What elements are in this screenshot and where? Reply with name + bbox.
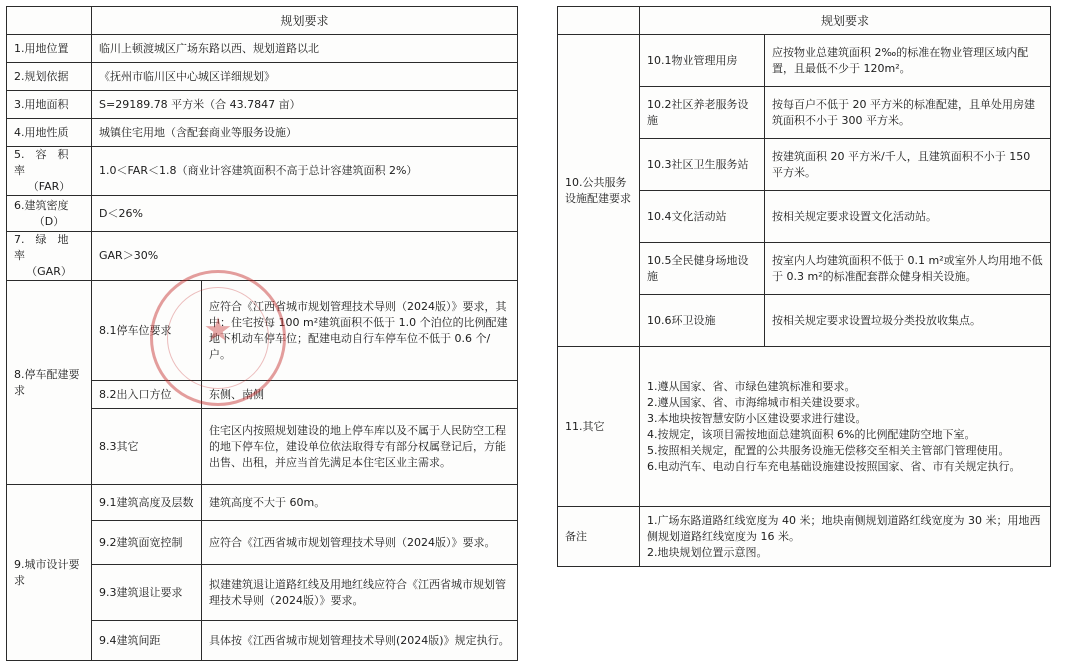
label-line: 7. 绿 地 率 [14,233,80,262]
row-label [7,232,92,281]
sub-label: 8.1停车位要求 [92,281,202,381]
sub-value: 拟建建筑退让道路红线及用地红线应符合《江西省城市规划管理技术导则（2024版）》要求。 [202,565,518,621]
sub-label: 9.4建筑间距 [92,621,202,661]
row-label [7,196,92,232]
remarks-content [640,507,1051,567]
row-value: 城镇住宅用地（含配套商业等服务设施） [92,119,518,147]
sub-value: 住宅区内按照规划建设的地上停车库以及不属于人民防空工程的地下停车位，建设单位依法取得专有部分权属登记后，方能出售、出租，并应当首先满足本住宅区业主需求。 [202,409,518,485]
list-item: 6.电动汽车、电动自行车充电基础设施建设按照国家、省、市有关规定执行。 [647,459,1021,473]
sub-value: 按室内人均建筑面积不低于 0.1 m²或室外人均用地不低于 0.3 m²的标准配套群众健身相关设施。 [765,243,1051,295]
section-label-remarks: 备注 [558,507,640,567]
label-line: 6.建筑密度 [14,198,69,212]
list-item: 3.本地块按智慧安防小区建设要求进行建设。 [647,411,867,425]
sub-label: 8.2出入口方位 [92,381,202,409]
sub-label: 10.3社区卫生服务站 [640,139,765,191]
sub-value: 建筑高度不大于 60m。 [202,485,518,521]
row-label [7,147,92,196]
sub-label: 9.1建筑高度及层数 [92,485,202,521]
sub-label: 10.4文化活动站 [640,191,765,243]
sub-value: 按建筑面积 20 平方米/千人，且建筑面积不小于 150 平方米。 [765,139,1051,191]
row-value: D＜26% [92,196,518,232]
section-label-public-services: 10.公共服务设施配建要求 [558,35,640,347]
list-item: 5.按照相关规定，配置的公共服务设施无偿移交至相关主管部门管理使用。 [647,443,1010,457]
row-label: 2.规划依据 [7,63,92,91]
section-label-other: 11.其它 [558,347,640,507]
list-item: 1.广场东路道路红线宽度为 40 米；地块南侧规划道路红线宽度为 30 米；用地西侧规划道路红线宽度为 16 米。 [647,513,1041,543]
list-item: 2.遵从国家、省、市海绵城市相关建设要求。 [647,395,867,409]
sub-value: 按相关规定要求设置文化活动站。 [765,191,1051,243]
sub-value: 应符合《江西省城市规划管理技术导则（2024版）》要求。 [202,521,518,565]
sub-value: 应符合《江西省城市规划管理技术导则（2024版）》要求，其中：住宅按每 100 m²建筑面积不低于 1.0 个泊位的比例配建地下机动车停车位；配建电动自行车停车位不低于 0.6 个/户。 [202,281,518,381]
label-line: （D） [33,214,65,228]
sub-label: 8.3其它 [92,409,202,485]
sub-value: 应按物业总建筑面积 2‰的标准在物业管理区域内配置，且最低不少于 120m²。 [765,35,1051,87]
table-header: 规划要求 [92,7,518,35]
section-label-urban-design: 9.城市设计要求 [7,485,92,661]
sub-label: 10.1物业管理用房 [640,35,765,87]
sub-label: 9.2建筑面宽控制 [92,521,202,565]
table-header: 规划要求 [640,7,1051,35]
planning-requirements-table-right [557,6,1051,567]
section-label-parking: 8.停车配建要求 [7,281,92,485]
sub-label: 10.5全民健身场地设施 [640,243,765,295]
sub-label: 10.6环卫设施 [640,295,765,347]
list-item: 2.地块规划位置示意图。 [647,545,768,559]
other-requirements [640,347,1051,507]
table-header-blank [7,7,92,35]
sub-label: 10.2社区养老服务设施 [640,87,765,139]
sub-value: 按每百户不低于 20 平方米的标准配建，且单处用房建筑面积不小于 300 平方米。 [765,87,1051,139]
sub-value: 按相关规定要求设置垃圾分类投放收集点。 [765,295,1051,347]
row-label: 3.用地面积 [7,91,92,119]
row-label: 4.用地性质 [7,119,92,147]
sub-label: 9.3建筑退让要求 [92,565,202,621]
row-value: S=29189.78 平方米（合 43.7847 亩） [92,91,518,119]
row-value: 临川上顿渡城区广场东路以西、规划道路以北 [92,35,518,63]
table-header-blank [558,7,640,35]
sub-value: 东侧、南侧 [202,381,518,409]
planning-requirements-table-left [6,6,518,661]
row-value: 《抚州市临川区中心城区详细规划》 [92,63,518,91]
label-line: 5. 容 积 率 [14,148,80,177]
row-value: GAR＞30% [92,232,518,281]
sub-value: 具体按《江西省城市规划管理技术导则(2024版)》规定执行。 [202,621,518,661]
row-label: 1.用地位置 [7,35,92,63]
list-item: 1.遵从国家、省、市绿色建筑标准和要求。 [647,379,856,393]
label-line: （FAR） [27,180,71,193]
label-line: （GAR） [26,265,72,278]
row-value: 1.0＜FAR＜1.8（商业计容建筑面积不高于总计容建筑面积 2%） [92,147,518,196]
list-item: 4.按规定，该项目需按地面总建筑面积 6%的比例配建防空地下室。 [647,427,976,441]
